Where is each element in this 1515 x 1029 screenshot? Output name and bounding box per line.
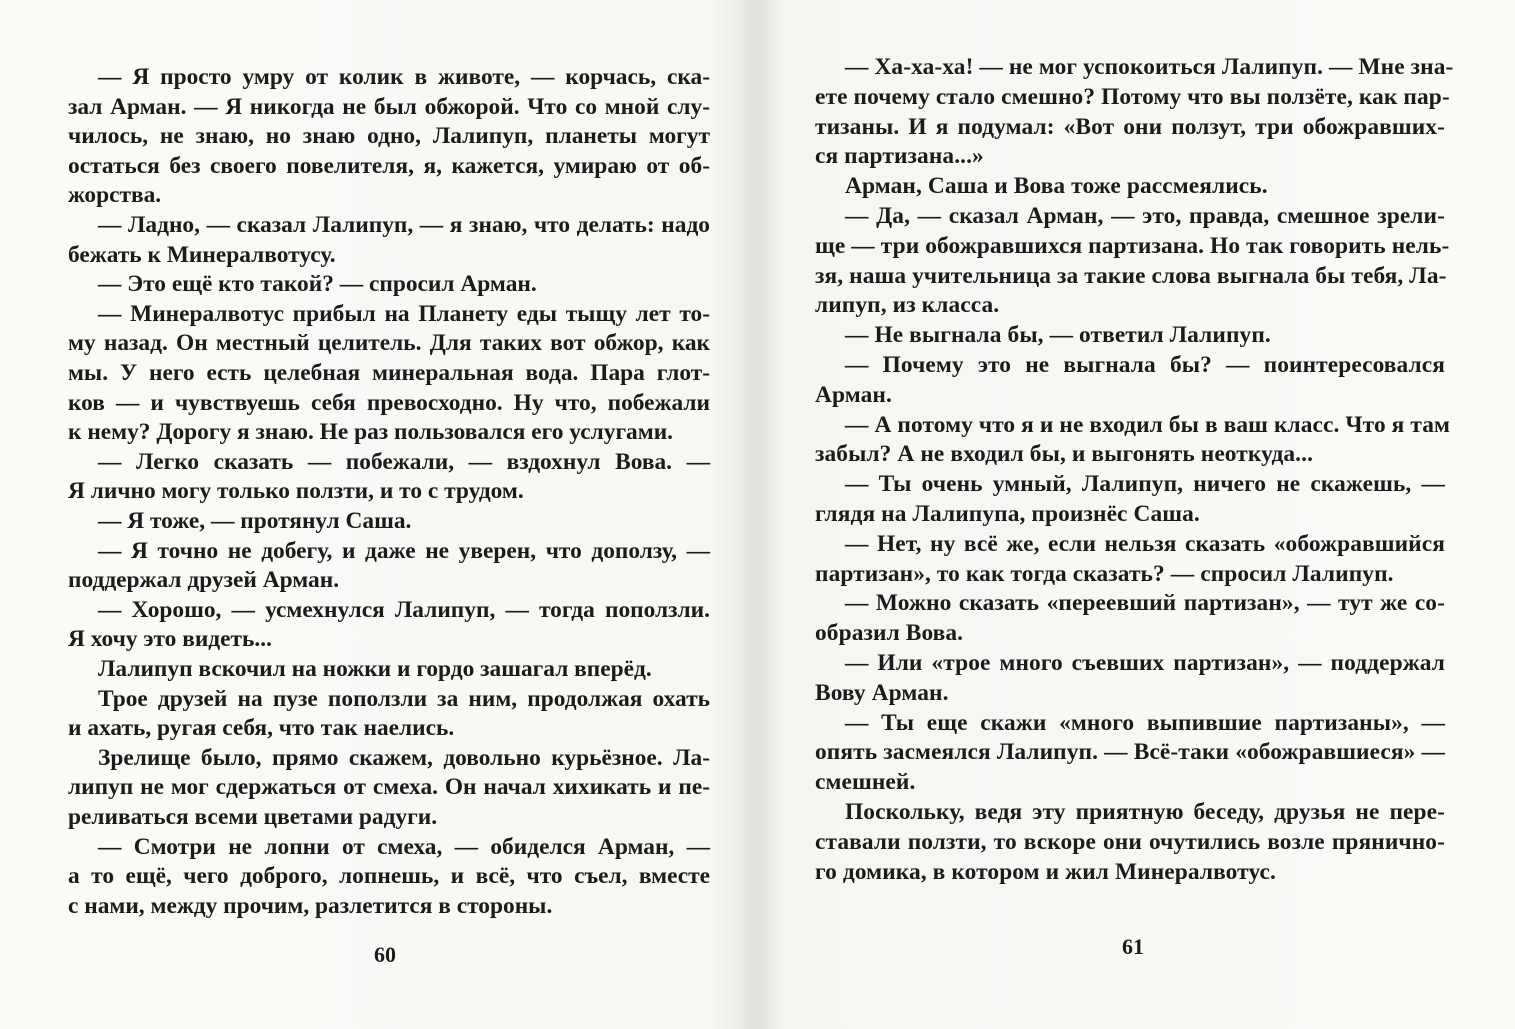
text-line: Трое друзей на пузе поползли за ним, продолжая охать [98,685,710,712]
text-line: и ахать, ругая себя, что так наелись. [68,715,455,742]
text-line: смешней. [815,769,916,796]
text-line: — Ладно, — сказал Лалипуп, — я знаю, что делать: надо [98,212,710,238]
text-line: поддержал друзей Арман. [68,567,340,594]
text-line: с нами, между прочим, разлетится в стороны. [68,892,553,919]
text-line: — Ха-ха-ха! — не мог успокоиться Лалипуп. — Мне зна- [845,54,1454,80]
text-line: — Хорошо, — усмехнулся Лалипуп, — тогда поползли. [98,596,710,623]
text-line: — Легко сказать — побежали, — вздохнул Вова. — [98,448,710,475]
text-line: — Можно сказать «переевший партизан», — тут же со- [845,590,1445,617]
text-line: бежать к Минералвотусу. [68,241,336,268]
text-line: зал Арман. — Я никогда не был обжорой. Что со мной слу- [68,93,710,120]
page-number-right: 61 [1122,934,1144,959]
text-line: — Минералвотус прибыл на Планету еды тыщу лет то- [98,300,710,327]
text-line: ставали ползти, то вскоре они очутились возле прянично- [815,828,1445,855]
text-line: липуп, из класса. [815,292,1000,319]
text-line: — Не выгнала бы, — ответил Лалипуп. [845,322,1271,349]
text-line: — Ты очень умный, Лалипуп, ничего не скажешь, — [845,471,1445,498]
text-line: Арман, Саша и Вова тоже рассмеялись. [845,173,1268,200]
text-line: Вову Арман. [815,679,949,706]
text-line: — Да, — сказал Арман, — это, правда, смешное зрели- [845,203,1445,229]
text-line: му назад. Он местный целитель. Для таких вот обжор, как [68,330,710,357]
text-line: Арман. [815,381,892,408]
text-line: Лалипуп вскочил на ножки и гордо зашагал вперёд. [98,656,652,682]
book-gutter [735,0,785,1029]
text-line: опять засмеялся Лалипуп. — Всё-таки «обожравшиеся» — [815,739,1445,766]
text-line: — Я просто умру от колик в животе, — корчась, ска- [98,64,710,90]
text-line: — Нет, ну всё же, если нельзя сказать «обожравшийся [845,530,1445,557]
text-line: тизаны. И я подумал: «Вот они ползут, три обожравших- [815,113,1445,140]
text-line: — Это ещё кто такой? — спросил Арман. [98,271,537,298]
text-line: партизан», то как тогда сказать? — спросил Лалипуп. [815,560,1394,587]
text-line: забыл? А не входил бы, и выгонять неоткуда... [815,441,1314,468]
text-line: го домика, в котором и жил Минералвотус. [815,858,1276,885]
page-number-left: 60 [374,942,396,967]
text-line: ков — и чувствуешь себя превосходно. Ну что, побежали [68,389,710,416]
text-line: остаться без своего повелителя, я, кажется, умираю от об- [68,152,710,179]
text-line: ся партизана...» [815,143,984,170]
text-line: мы. У него есть целебная минеральная вода. Пара глот- [68,360,710,386]
text-line: зя, наша учительница за такие слова выгнала бы тебя, Ла- [815,262,1447,289]
text-line: чилось, не знаю, но знаю одно, Лалипуп, планеты могут [68,123,710,150]
text-line: — Ты еще скажи «много выпившие партизаны», — [845,709,1445,736]
text-line: ще — три обожравшихся партизана. Но так говорить нель- [815,232,1450,259]
text-line: — Или «трое много съевших партизан», — поддержал [845,650,1445,676]
text-line: — Я тоже, — протянул Саша. [98,508,412,534]
text-line: — Почему это не выгнала бы? — поинтересовался [845,352,1445,378]
text-line: — А потому что я и не входил бы в ваш класс. Что я там [845,411,1451,438]
text-line: реливаться всеми цветами радуги. [68,804,438,830]
text-line: — Смотри не лопни от смеха, — обиделся Арман, — [98,833,710,860]
text-line: липуп не мог сдержаться от смеха. Он начал хихикать и пе- [68,774,710,801]
text-line: жорства. [68,182,162,209]
text-line: ете почему стало смешно? Потому что вы ползёте, как пар- [815,83,1450,110]
text-line: Поскольку, ведя эту приятную беседу, друзья не пере- [845,799,1445,825]
text-line: образил Вова. [815,620,964,647]
text-line: а то ещё, чего доброго, лопнешь, и всё, что съел, вместе [68,863,710,890]
text-line: Я хочу это видеть... [68,626,272,653]
text-line: к нему? Дорогу я знаю. Не раз пользовался его услугами. [68,419,674,446]
text-line: — Я точно не добегу, и даже не уверен, что доползу, — [98,537,710,564]
text-line: Зрелище было, прямо скажем, довольно курьёзное. Ла- [98,744,710,771]
text-line: Я лично могу только ползти, и то с трудом. [68,478,524,505]
text-line: глядя на Лалипупа, произнёс Саша. [815,501,1200,527]
